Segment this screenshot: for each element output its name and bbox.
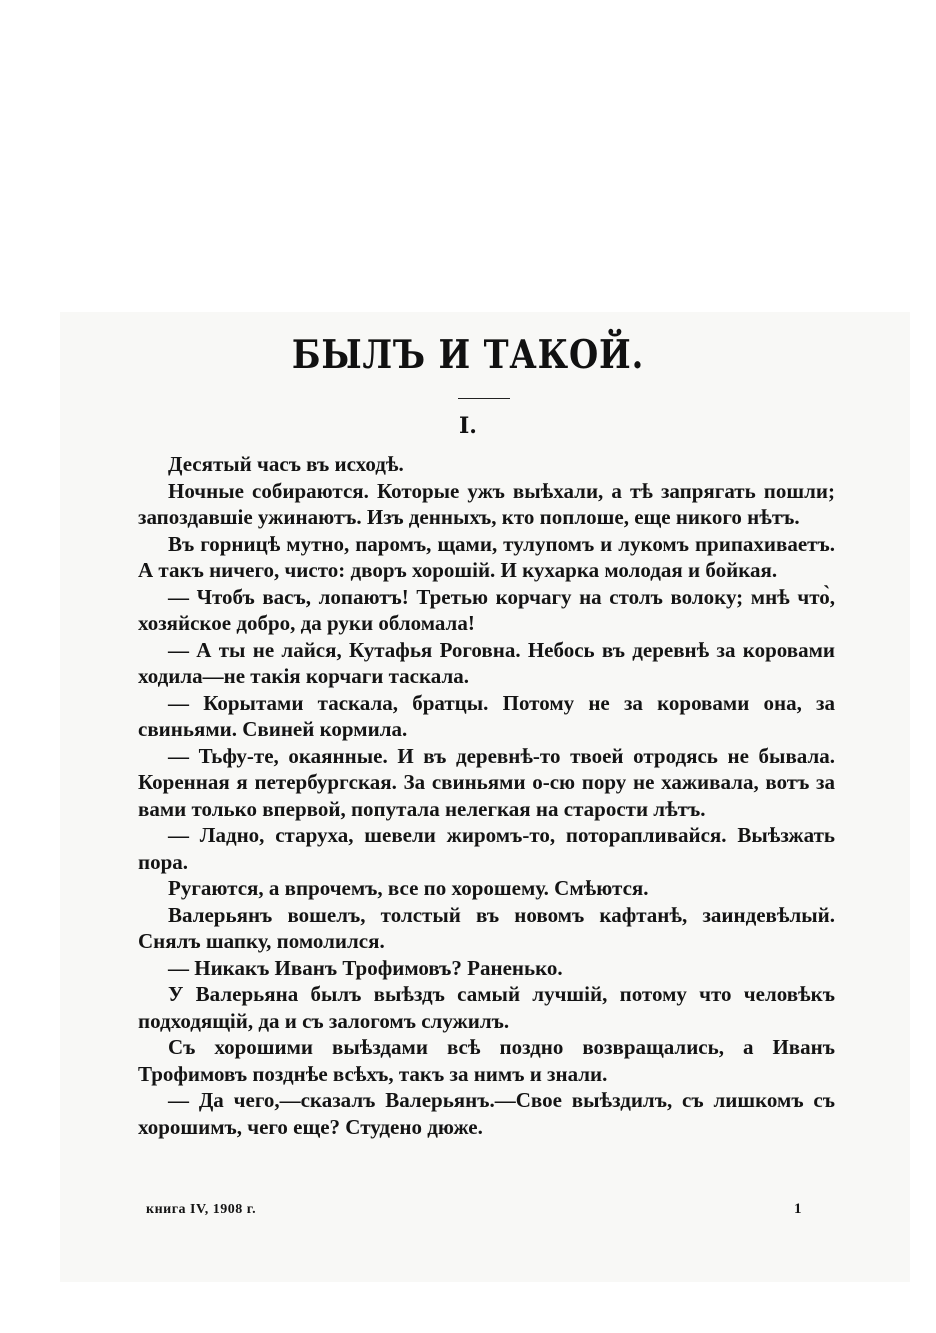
printer-signature: книга IV, 1908 г. (146, 1202, 257, 1217)
paragraph: Ночные собираются. Которые ужъ выѣхали, а тѣ запрягать пошли; запоздавшіе ужинаютъ. Изъ денныхъ, кто поплоше, еще никого нѣтъ. (138, 478, 835, 529)
title-divider (458, 398, 510, 399)
body-text (138, 451, 835, 1140)
paragraph: — Да чего,—сказалъ Валерьянъ.—Свое выѣздилъ, съ лишкомъ съ хорошимъ, чего еще? Студено дюже. (138, 1088, 835, 1139)
paragraph: — А ты не лайся, Кутафья Роговна. Небось въ деревнѣ за коровами ходила—не такія корчаги таскала. (138, 637, 835, 688)
paragraph: — Чтобъ васъ, лопаютъ! Третью корчагу на столъ волоку; мнѣ что̀, хозяйское добро, да руки обломала! (138, 584, 835, 635)
story-title: БЫЛЪ И ТАКОЙ. (291, 332, 645, 378)
page-number: 1 (794, 1201, 802, 1217)
paragraph: Валерьянъ вошелъ, толстый въ новомъ кафтанѣ, заиндевѣлый. Снялъ шапку, помолился. (138, 902, 835, 953)
paragraph: — Никакъ Иванъ Трофимовъ? Раненько. (168, 955, 563, 980)
paragraph: Съ хорошими выѣздами всѣ поздно возвращались, а Иванъ Трофимовъ позднѣе всѣхъ, такъ за нимъ и знали. (138, 1035, 835, 1086)
paragraph: — Корытами таскала, братцы. Потому не за коровами она, за свиньями. Свиней кормила. (138, 690, 835, 741)
paragraph: У Валерьяна былъ выѣздъ самый лучшій, потому что человѣкъ подходящій, да и съ залогомъ служилъ. (138, 982, 835, 1033)
paragraph: Ругаются, а впрочемъ, все по хорошему. Смѣются. (168, 876, 649, 900)
paragraph: Въ горницѣ мутно, паромъ, щами, тулупомъ и лукомъ припахиваетъ. А такъ ничего, чисто: дворъ хорошій. И кухарка молодая и бойкая. (138, 531, 835, 582)
chapter-number: I. (459, 413, 477, 439)
paragraph: — Ладно, старуха, шевели жиромъ-то, поторапливайся. Выѣзжать пора. (138, 823, 835, 874)
paragraph: Десятый часъ въ исходѣ. (168, 452, 404, 476)
paragraph: — Тьфу-те, окаянные. И въ деревнѣ-то твоей отродясь не бывала. Коренная я петербургская. За свиньями о-сю пору не хаживала, вотъ за вами только впервой, попутала нелегкая на старости лѣтъ. (138, 743, 835, 821)
